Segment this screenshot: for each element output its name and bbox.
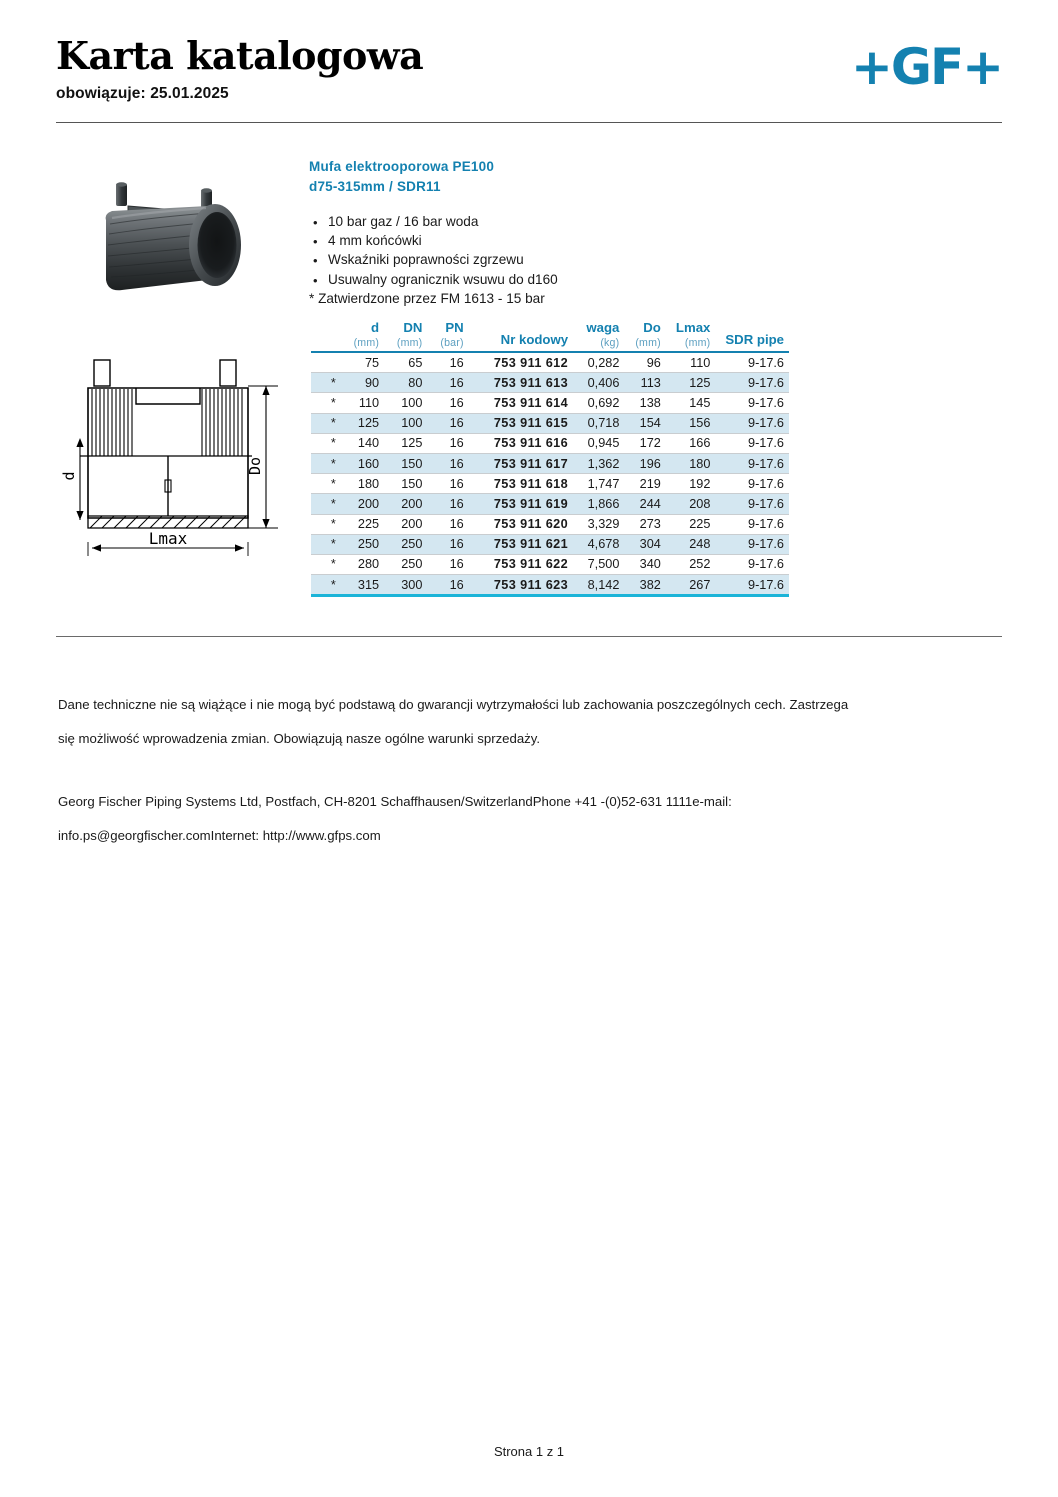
feature-text: 10 bar gaz / 16 bar woda [328, 214, 479, 229]
table-row [311, 373, 789, 393]
header-label: Lmax [675, 320, 711, 335]
table-cell-code: 753 911 621 [469, 534, 573, 554]
table-cell-dn: 100 [384, 393, 427, 413]
drawing-terminal-right [220, 360, 236, 386]
header-label: DN [403, 320, 423, 335]
header-unit: (bar) [440, 337, 464, 349]
table-row [311, 514, 789, 534]
table-cell-dn: 65 [384, 352, 427, 373]
table-cell-d: 280 [341, 554, 384, 574]
table-row [311, 575, 789, 596]
table-row [311, 393, 789, 413]
table-cell-waga: 1,362 [573, 453, 624, 473]
table-row [311, 494, 789, 514]
bullet-icon: • [313, 215, 318, 230]
header-unit: (mm) [684, 337, 711, 349]
header-label: SDR pipe [725, 332, 784, 347]
table-cell-pn: 16 [427, 373, 468, 393]
table-cell-d: 200 [341, 494, 384, 514]
table-cell-do: 113 [624, 373, 665, 393]
table-cell-lmax: 252 [666, 554, 716, 574]
header-unit [473, 347, 568, 349]
table-cell-do: 273 [624, 514, 665, 534]
table-row [311, 413, 789, 433]
header-divider [56, 122, 1002, 123]
product-footnote: * Zatwierdzone przez FM 1613 - 15 bar [309, 290, 545, 306]
table-cell-star: * [311, 514, 341, 534]
table-cell-star [311, 352, 341, 373]
table-cell-dn: 200 [384, 514, 427, 534]
company-contact [58, 785, 988, 853]
technical-drawing [52, 356, 310, 568]
table-cell-waga: 0,692 [573, 393, 624, 413]
table-cell-sdr: 9-17.6 [715, 352, 789, 373]
table-head [311, 320, 789, 352]
bullet-icon: • [313, 272, 318, 288]
product-title-line2: d75-315mm / SDR11 [309, 178, 441, 194]
table-row [311, 554, 789, 574]
list-item [309, 250, 789, 269]
table-cell-dn: 125 [384, 433, 427, 453]
table-cell-lmax: 208 [666, 494, 716, 514]
table-cell-waga: 7,500 [573, 554, 624, 574]
product-features [309, 212, 789, 308]
table-cell-code: 753 911 614 [469, 393, 573, 413]
table-cell-waga: 8,142 [573, 575, 624, 596]
table-cell-sdr: 9-17.6 [715, 554, 789, 574]
effective-date: obowiązuje: 25.01.2025 [56, 84, 229, 102]
table-cell-sdr: 9-17.6 [715, 514, 789, 534]
table-cell-code: 753 911 613 [469, 373, 573, 393]
table-cell-star: * [311, 433, 341, 453]
header-unit [719, 347, 784, 349]
header-unit: (mm) [396, 337, 423, 349]
table-cell-d: 180 [341, 474, 384, 494]
table-cell-waga: 0,945 [573, 433, 624, 453]
header-label: Nr kodowy [500, 332, 569, 347]
table-cell-code: 753 911 622 [469, 554, 573, 574]
table-cell-lmax: 145 [666, 393, 716, 413]
table-cell-code: 753 911 617 [469, 453, 573, 473]
table-cell-d: 90 [341, 373, 384, 393]
table-cell-star: * [311, 393, 341, 413]
dimension-label-lmax: Lmax [148, 529, 188, 548]
table-cell-star: * [311, 453, 341, 473]
table-cell-code: 753 911 612 [469, 352, 573, 373]
column-header-d [341, 320, 384, 352]
table-cell-pn: 16 [427, 413, 468, 433]
table-cell-code: 753 911 615 [469, 413, 573, 433]
table-cell-lmax: 110 [666, 352, 716, 373]
table-cell-pn: 16 [427, 494, 468, 514]
table-cell-waga: 1,866 [573, 494, 624, 514]
table-cell-pn: 16 [427, 575, 468, 596]
table-cell-star: * [311, 413, 341, 433]
table-cell-do: 96 [624, 352, 665, 373]
table-cell-d: 110 [341, 393, 384, 413]
table-cell-d: 225 [341, 514, 384, 534]
table-cell-do: 244 [624, 494, 665, 514]
table-row [311, 433, 789, 453]
header-label: PN [445, 320, 464, 335]
list-item [309, 212, 789, 231]
table-cell-dn: 80 [384, 373, 427, 393]
table-cell-sdr: 9-17.6 [715, 393, 789, 413]
table-cell-pn: 16 [427, 534, 468, 554]
legal-line-2: się możliwość wprowadzenia zmian. Obowiązują nasze ogólne warunki sprzedaży. [58, 731, 541, 746]
table-cell-dn: 150 [384, 474, 427, 494]
table-cell-star: * [311, 575, 341, 596]
contact-line-2: info.ps@georgfischer.comInternet: http://www.gfps.com [58, 828, 381, 843]
table-cell-dn: 250 [384, 554, 427, 574]
table-cell-do: 196 [624, 453, 665, 473]
table-cell-sdr: 9-17.6 [715, 413, 789, 433]
table-row [311, 474, 789, 494]
table-cell-dn: 250 [384, 534, 427, 554]
table-cell-dn: 100 [384, 413, 427, 433]
table-cell-star: * [311, 474, 341, 494]
legal-line-1: Dane techniczne nie są wiążące i nie mogą być podstawą do gwarancji wytrzymałości lub zachowania poszczególnych cech. Zastrzega [58, 697, 849, 712]
table-cell-do: 304 [624, 534, 665, 554]
table-cell-do: 219 [624, 474, 665, 494]
table-cell-dn: 200 [384, 494, 427, 514]
table-cell-pn: 16 [427, 433, 468, 453]
page-title: Karta katalogowa [56, 33, 424, 78]
fusion-terminal-left [116, 182, 127, 206]
product-photo [88, 162, 274, 310]
table-row [311, 352, 789, 373]
table-cell-d: 125 [341, 413, 384, 433]
document-header [56, 33, 1002, 103]
table-row [311, 453, 789, 473]
table-cell-lmax: 156 [666, 413, 716, 433]
table-cell-code: 753 911 616 [469, 433, 573, 453]
table-cell-star: * [311, 373, 341, 393]
header-label: Do [643, 320, 661, 335]
feature-text: Usuwalny ogranicznik wsuwu do d160 [328, 271, 558, 287]
table-row [311, 534, 789, 554]
page-number: Strona 1 z 1 [493, 1444, 565, 1459]
column-header-dn [384, 320, 427, 352]
table-cell-d: 140 [341, 433, 384, 453]
table-cell-lmax: 166 [666, 433, 716, 453]
drawing-terminal-left [94, 360, 110, 386]
table-cell-do: 138 [624, 393, 665, 413]
table-cell-do: 340 [624, 554, 665, 574]
table-cell-do: 382 [624, 575, 665, 596]
table-cell-star: * [311, 534, 341, 554]
table-cell-sdr: 9-17.6 [715, 453, 789, 473]
table-cell-waga: 0,282 [573, 352, 624, 373]
table-cell-sdr: 9-17.6 [715, 534, 789, 554]
table-cell-sdr: 9-17.6 [715, 575, 789, 596]
table-cell-code: 753 911 620 [469, 514, 573, 534]
table-cell-code: 753 911 623 [469, 575, 573, 596]
table-cell-do: 172 [624, 433, 665, 453]
table-cell-lmax: 248 [666, 534, 716, 554]
table-cell-d: 75 [341, 352, 384, 373]
column-header-lmax [666, 320, 716, 352]
column-header-sdr [715, 320, 789, 352]
contact-line-1: Georg Fischer Piping Systems Ltd, Postfach, CH-8201 Schaffhausen/SwitzerlandPhone +41 -(0)52-631 1111e-mail: [58, 794, 732, 809]
spec-table [311, 320, 789, 597]
lower-divider [56, 636, 1002, 637]
column-header-waga [573, 320, 624, 352]
bullet-icon: • [313, 253, 318, 269]
table-cell-d: 250 [341, 534, 384, 554]
table-cell-dn: 150 [384, 453, 427, 473]
table-cell-sdr: 9-17.6 [715, 494, 789, 514]
header-label: waga [586, 320, 620, 335]
column-header-code [469, 320, 573, 352]
product-heading [309, 157, 789, 196]
table-cell-star: * [311, 554, 341, 574]
column-header-pn [427, 320, 468, 352]
header-unit: (mm) [353, 337, 380, 349]
table-cell-d: 160 [341, 453, 384, 473]
table-cell-code: 753 911 618 [469, 474, 573, 494]
table-cell-sdr: 9-17.6 [715, 474, 789, 494]
table-cell-pn: 16 [427, 393, 468, 413]
table-cell-pn: 16 [427, 554, 468, 574]
table-cell-waga: 4,678 [573, 534, 624, 554]
table-cell-dn: 300 [384, 575, 427, 596]
table-cell-d: 315 [341, 575, 384, 596]
gf-logo: +GF+ [851, 38, 1002, 96]
dimension-label-d: d [60, 471, 78, 481]
spec-table-container [311, 320, 789, 597]
table-cell-waga: 0,718 [573, 413, 624, 433]
table-cell-lmax: 192 [666, 474, 716, 494]
dimension-label-do: Do [246, 456, 264, 476]
feature-text: Wskaźniki poprawności zgrzewu [328, 252, 524, 268]
feature-text: 4 mm końcówki [328, 233, 422, 249]
table-body [311, 352, 789, 596]
product-title-line1: Mufa elektrooporowa PE100 [309, 159, 495, 174]
list-item [309, 231, 789, 250]
column-header-do [624, 320, 665, 352]
table-cell-pn: 16 [427, 352, 468, 373]
legal-disclaimer [58, 688, 988, 756]
header-unit: (kg) [600, 337, 620, 349]
table-cell-pn: 16 [427, 514, 468, 534]
table-cell-waga: 1,747 [573, 474, 624, 494]
header-label: d [371, 320, 380, 335]
header-unit: (mm) [635, 337, 661, 349]
table-cell-code: 753 911 619 [469, 494, 573, 514]
table-cell-waga: 3,329 [573, 514, 624, 534]
bullet-icon: • [313, 234, 318, 250]
table-cell-do: 154 [624, 413, 665, 433]
table-cell-lmax: 125 [666, 373, 716, 393]
table-cell-sdr: 9-17.6 [715, 373, 789, 393]
table-cell-pn: 16 [427, 453, 468, 473]
list-item [309, 270, 789, 289]
table-cell-lmax: 180 [666, 453, 716, 473]
column-header-star [311, 320, 341, 352]
table-cell-sdr: 9-17.6 [715, 433, 789, 453]
feature-list [309, 212, 789, 289]
table-cell-pn: 16 [427, 474, 468, 494]
table-cell-lmax: 267 [666, 575, 716, 596]
table-cell-waga: 0,406 [573, 373, 624, 393]
table-cell-lmax: 225 [666, 514, 716, 534]
table-cell-star: * [311, 494, 341, 514]
